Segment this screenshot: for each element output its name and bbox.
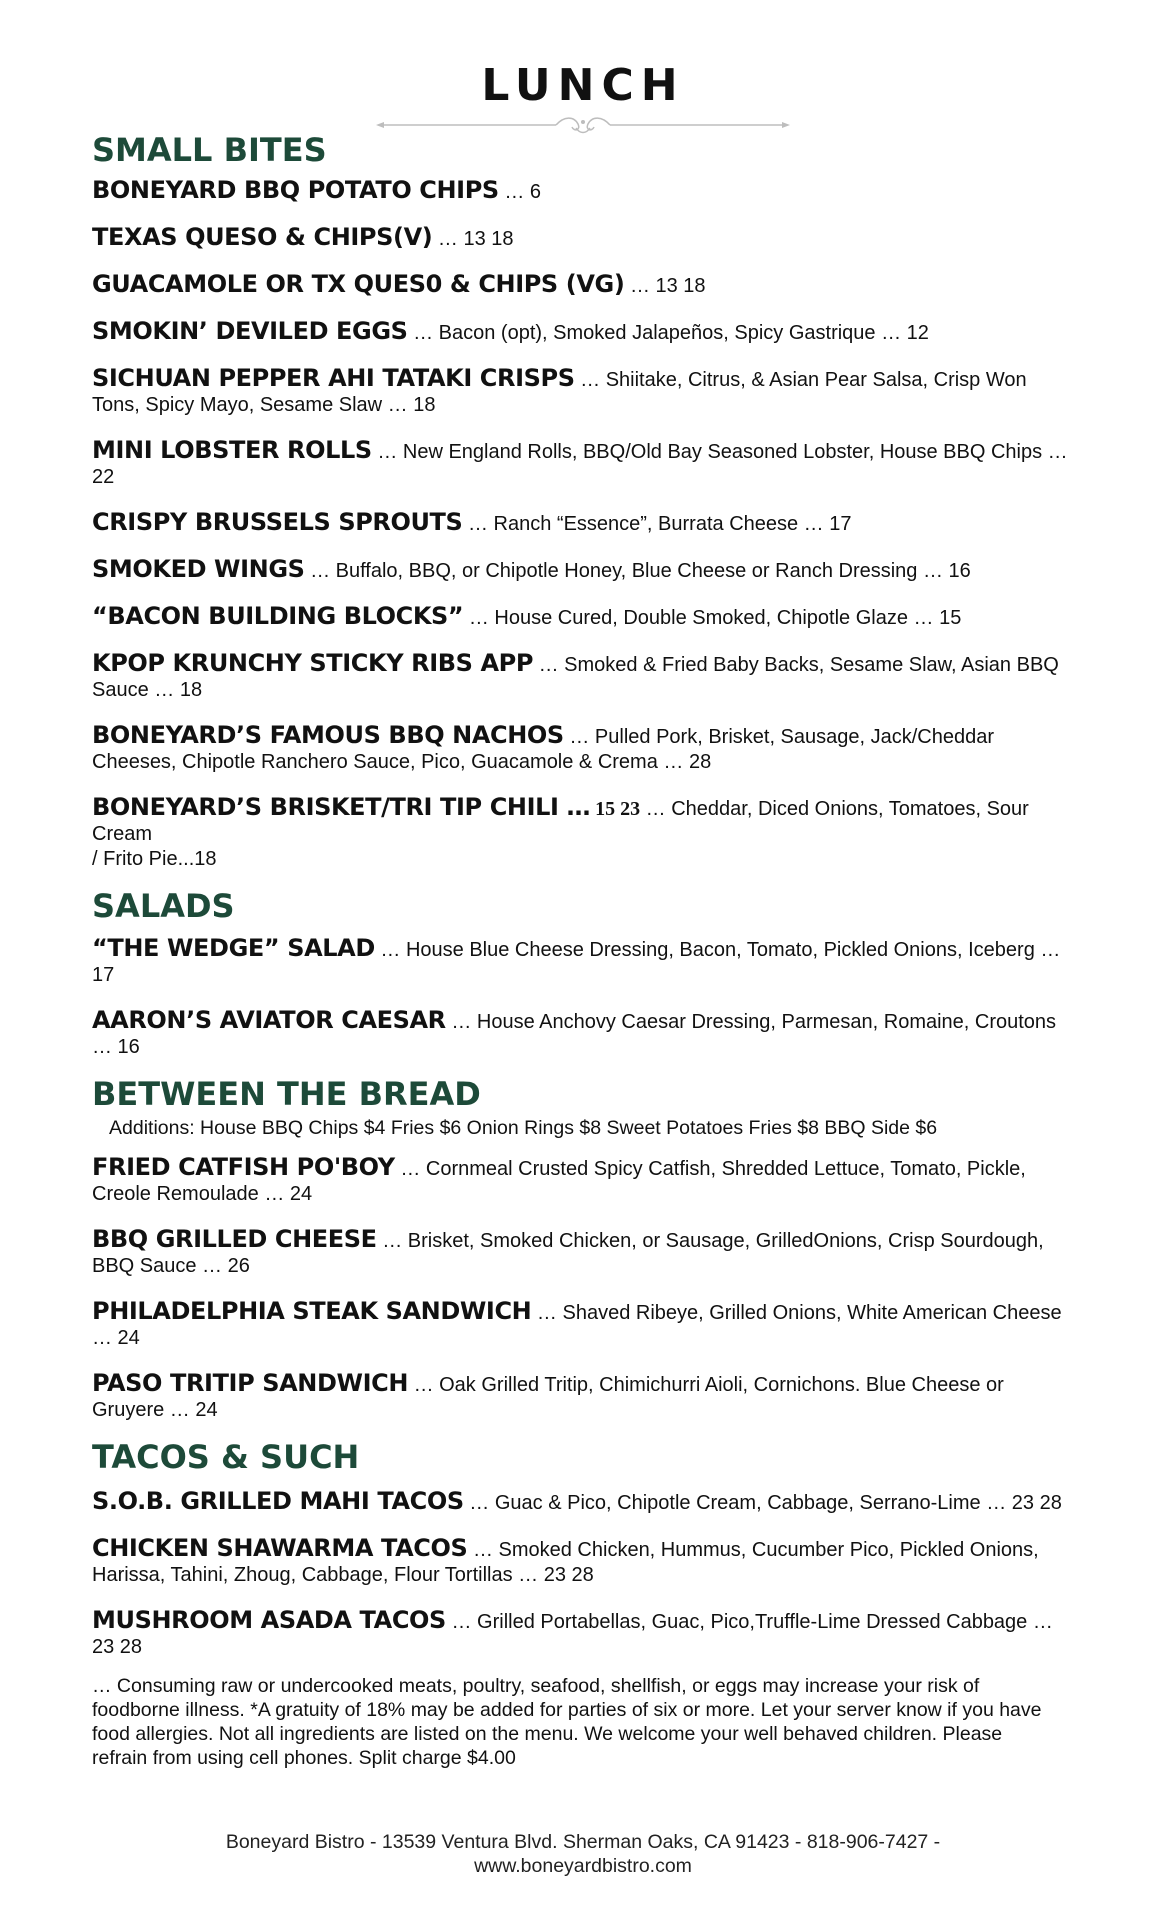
item-name: BBQ GRILLED CHEESE: [92, 1225, 377, 1253]
item-desc: … Smoked & Fried Baby Backs, Sesame Slaw, Asian BBQ Sauce … 18: [92, 654, 1059, 701]
menu-item: [92, 510, 1072, 537]
item-desc: … Shaved Ribeye, Grilled Onions, White American Cheese … 24: [92, 1302, 1062, 1349]
menu-item: [92, 723, 1072, 775]
item-name: MUSHROOM ASADA TACOS: [92, 1606, 446, 1634]
item-price: 15 23: [590, 798, 641, 820]
menu-item: [92, 366, 1072, 418]
item-desc: … House Blue Cheese Dressing, Bacon, Tomato, Pickled Onions, Iceberg … 17: [92, 939, 1061, 986]
section-heading-between-the-bread: BETWEEN THE BREAD: [92, 1075, 481, 1113]
footer-address: Boneyard Bistro - 13539 Ventura Blvd. Sherman Oaks, CA 91423 - 818-906-7427 -: [225, 1831, 941, 1853]
menu-item: [92, 1299, 1072, 1351]
menu-item: [92, 1371, 1072, 1423]
menu-content: [92, 130, 1072, 1770]
item-name: AARON’S AVIATOR CAESAR: [92, 1006, 446, 1034]
item-name: SMOKED WINGS: [92, 555, 305, 583]
item-desc: … Oak Grilled Tritip, Chimichurri Aioli, Cornichons. Blue Cheese or Gruyere … 24: [92, 1374, 1004, 1421]
menu-item: [92, 225, 1072, 252]
item-desc: … Cheddar, Diced Onions, Tomatoes, Sour Cream: [92, 798, 1029, 845]
item-name: CHICKEN SHAWARMA TACOS: [92, 1534, 468, 1562]
menu-item: [92, 1008, 1072, 1060]
item-desc: … Ranch “Essence”, Burrata Cheese … 17: [462, 513, 852, 535]
menu-item: [92, 1536, 1072, 1588]
menu-item: [92, 438, 1072, 490]
menu-item: [92, 272, 1072, 299]
item-desc: … House Cured, Double Smoked, Chipotle Glaze … 15: [463, 607, 962, 629]
item-desc: … Smoked Chicken, Hummus, Cucumber Pico, Pickled Onions, Harissa, Tahini, Zhoug, Cabbage, Flour Tortillas … 23 28: [92, 1539, 1039, 1586]
item-desc: … Buffalo, BBQ, or Chipotle Honey, Blue Cheese or Ranch Dressing … 16: [304, 560, 971, 582]
item-desc-extra: / Frito Pie...18: [92, 848, 217, 870]
item-name: KPOP KRUNCHY STICKY RIBS APP: [92, 649, 534, 677]
menu-title: LUNCH: [481, 60, 685, 111]
disclaimer-text: … Consuming raw or undercooked meats, poultry, seafood, shellfish, or eggs may increase your risk of foodborne illness. *A gratuity of 18% may be added for parties of six or more. Let your server know if you have food allergies. Not all ingredients are listed on the menu. We welcome your well behaved children. Please refrain from using cell phones. Split charge $4.00: [92, 1675, 1042, 1769]
item-desc: … 6: [498, 181, 542, 203]
item-name: GUACAMOLE OR TX QUES0 & CHIPS (VG): [92, 270, 625, 298]
menu-item: [92, 1608, 1072, 1660]
section-heading-small-bites: SMALL BITES: [92, 131, 327, 169]
item-name: “THE WEDGE” SALAD: [92, 934, 375, 962]
menu-item: [92, 1489, 1072, 1516]
item-desc: … Grilled Portabellas, Guac, Pico,Truffle-Lime Dressed Cabbage … 23 28: [92, 1611, 1053, 1658]
item-desc: … Pulled Pork, Brisket, Sausage, Jack/Cheddar Cheeses, Chipotle Ranchero Sauce, Pico, Guacamole & Crema … 28: [92, 726, 995, 773]
menu-item: [92, 936, 1072, 988]
item-name: “BACON BUILDING BLOCKS”: [92, 602, 464, 630]
item-desc: … 13 18: [624, 275, 706, 297]
menu-item-chili: [92, 795, 1072, 872]
item-name: PASO TRITIP SANDWICH: [92, 1369, 409, 1397]
item-name: MINI LOBSTER ROLLS: [92, 436, 372, 464]
menu-item: [92, 1227, 1072, 1279]
item-desc: … 13 18: [432, 228, 514, 250]
item-name: PHILADELPHIA STEAK SANDWICH: [92, 1297, 532, 1325]
item-name: BONEYARD’S FAMOUS BBQ NACHOS: [92, 721, 564, 749]
item-name: BONEYARD’S BRISKET/TRI TIP CHILI …: [92, 793, 591, 821]
additions-line: Additions: House BBQ Chips $4 Fries $6 Onion Rings $8 Sweet Potatoes Fries $8 BBQ Side $6: [109, 1117, 938, 1139]
item-desc: … Cornmeal Crusted Spicy Catfish, Shredded Lettuce, Tomato, Pickle, Creole Remoulade … 24: [92, 1158, 1026, 1205]
menu-item: [92, 1155, 1072, 1207]
item-desc: … House Anchovy Caesar Dressing, Parmesan, Romaine, Croutons … 16: [92, 1011, 1057, 1058]
footer: [0, 1830, 1166, 1878]
footer-website: www.boneyardbistro.com: [474, 1855, 692, 1877]
menu-item: [92, 319, 1072, 346]
item-desc: … Brisket, Smoked Chicken, or Sausage, GrilledOnions, Crisp Sourdough, BBQ Sauce … 26: [92, 1230, 1044, 1277]
item-name: S.O.B. GRILLED MAHI TACOS: [92, 1487, 464, 1515]
section-heading-salads: SALADS: [92, 887, 235, 925]
item-desc: … Shiitake, Citrus, & Asian Pear Salsa, Crisp Won Tons, Spicy Mayo, Sesame Slaw … 18: [92, 369, 1027, 416]
item-desc: … New England Rolls, BBQ/Old Bay Seasoned Lobster, House BBQ Chips … 22: [92, 441, 1068, 488]
item-name: CRISPY BRUSSELS SPROUTS: [92, 508, 463, 536]
menu-item: [92, 557, 1072, 584]
item-name: SICHUAN PEPPER AHI TATAKI CRISPS: [92, 364, 575, 392]
item-name: BONEYARD BBQ POTATO CHIPS: [92, 176, 499, 204]
menu-item: [92, 604, 1072, 631]
item-desc: … Guac & Pico, Chipotle Cream, Cabbage, Serrano-Lime … 23 28: [463, 1492, 1062, 1514]
section-heading-tacos: TACOS & SUCH: [92, 1438, 360, 1476]
menu-item: [92, 178, 1072, 205]
item-name: SMOKIN’ DEVILED EGGS: [92, 317, 408, 345]
menu-item: [92, 651, 1072, 703]
item-name: FRIED CATFISH PO'BOY: [92, 1153, 395, 1181]
item-name: TEXAS QUESO & CHIPS(V): [92, 223, 433, 251]
item-desc: … Bacon (opt), Smoked Jalapeños, Spicy Gastrique … 12: [407, 322, 929, 344]
